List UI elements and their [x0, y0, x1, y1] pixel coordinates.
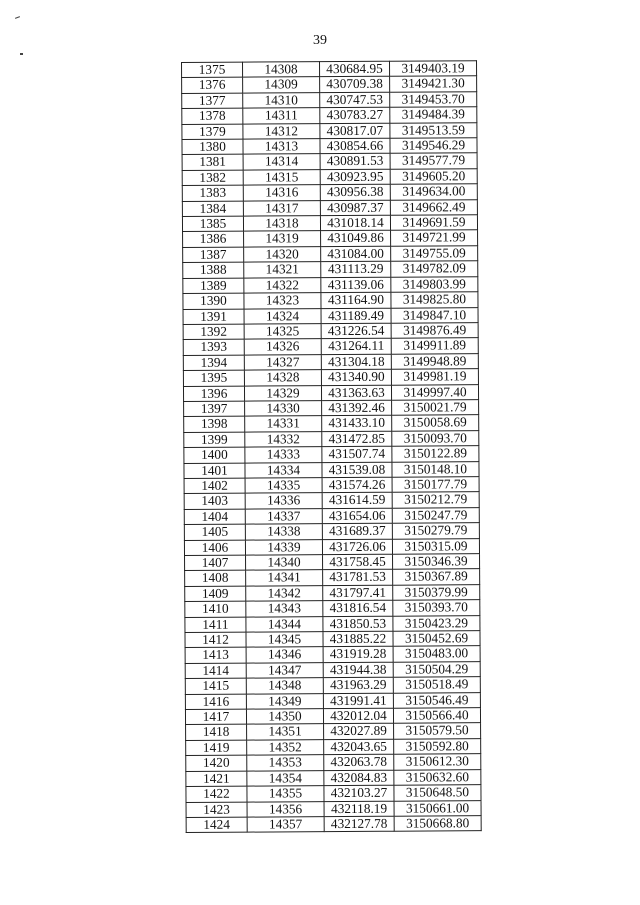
point-number-cell: 1410 — [185, 601, 246, 617]
x-coordinate-cell: 430709.38 — [320, 77, 390, 93]
x-coordinate-cell: 431689.37 — [322, 523, 392, 539]
table-row — [186, 816, 481, 833]
sequence-number-cell: 14347 — [246, 662, 323, 678]
x-coordinate-cell: 431018.14 — [320, 215, 390, 231]
point-number-cell: 1380 — [182, 139, 243, 155]
page-number: 39 — [313, 33, 327, 48]
x-coordinate-cell: 431304.18 — [321, 354, 391, 370]
point-number-cell: 1396 — [183, 386, 244, 402]
x-coordinate-cell: 431726.06 — [322, 539, 392, 555]
y-coordinate-cell: 3149577.79 — [390, 153, 477, 169]
x-coordinate-cell: 430783.27 — [320, 107, 390, 123]
sequence-number-cell: 14344 — [246, 616, 323, 632]
sequence-number-cell: 14310 — [243, 92, 320, 108]
point-number-cell: 1423 — [186, 802, 247, 818]
y-coordinate-cell: 3149847.10 — [391, 307, 478, 323]
x-coordinate-cell: 431614.59 — [322, 493, 392, 509]
x-coordinate-cell: 431539.08 — [322, 462, 392, 478]
sequence-number-cell: 14355 — [247, 786, 324, 802]
y-coordinate-cell: 3150021.79 — [392, 400, 479, 416]
x-coordinate-cell: 431363.63 — [321, 385, 391, 401]
y-coordinate-cell: 3150452.69 — [393, 631, 480, 647]
x-coordinate-cell: 431113.29 — [321, 262, 391, 278]
sequence-number-cell: 14354 — [247, 770, 324, 786]
sequence-number-cell: 14332 — [245, 431, 322, 447]
x-coordinate-cell: 431574.26 — [322, 477, 392, 493]
x-coordinate-cell: 431164.90 — [321, 292, 391, 308]
sequence-number-cell: 14357 — [247, 817, 324, 833]
sequence-number-cell: 14352 — [247, 740, 324, 756]
point-number-cell: 1378 — [182, 108, 243, 124]
x-coordinate-cell: 431472.85 — [322, 431, 392, 447]
point-number-cell: 1402 — [184, 478, 245, 494]
y-coordinate-cell: 3149876.49 — [391, 323, 478, 339]
point-number-cell: 1419 — [186, 740, 247, 756]
x-coordinate-cell: 430956.38 — [320, 184, 390, 200]
sequence-number-cell: 14330 — [245, 401, 322, 417]
y-coordinate-cell: 3149948.89 — [391, 353, 478, 369]
y-coordinate-cell: 3150668.80 — [394, 816, 481, 832]
x-coordinate-cell: 431991.41 — [323, 693, 393, 709]
point-number-cell: 1403 — [184, 493, 245, 509]
point-number-cell: 1416 — [185, 694, 246, 710]
y-coordinate-cell: 3150661.00 — [394, 800, 481, 816]
point-number-cell: 1401 — [184, 463, 245, 479]
sequence-number-cell: 14349 — [246, 693, 323, 709]
y-coordinate-cell: 3150566.40 — [393, 708, 480, 724]
y-coordinate-cell: 3150592.80 — [394, 739, 481, 755]
coordinates-table — [181, 60, 482, 833]
y-coordinate-cell: 3149453.70 — [390, 92, 477, 108]
sequence-number-cell: 14343 — [246, 601, 323, 617]
point-number-cell: 1404 — [184, 509, 245, 525]
y-coordinate-cell: 3150093.70 — [392, 430, 479, 446]
x-coordinate-cell: 431885.22 — [323, 631, 393, 647]
sequence-number-cell: 14338 — [245, 524, 322, 540]
x-coordinate-cell: 430891.53 — [320, 154, 390, 170]
point-number-cell: 1420 — [186, 755, 247, 771]
sequence-number-cell: 14351 — [247, 724, 324, 740]
x-coordinate-cell: 431264.11 — [321, 339, 391, 355]
x-coordinate-cell: 431340.90 — [321, 369, 391, 385]
x-coordinate-cell: 431226.54 — [321, 323, 391, 339]
y-coordinate-cell: 3150177.79 — [392, 477, 479, 493]
sequence-number-cell: 14316 — [243, 185, 320, 201]
point-number-cell: 1417 — [185, 709, 246, 725]
sequence-number-cell: 14350 — [246, 709, 323, 725]
sequence-number-cell: 14334 — [245, 462, 322, 478]
sequence-number-cell: 14348 — [246, 678, 323, 694]
y-coordinate-cell: 3150058.69 — [392, 415, 479, 431]
sequence-number-cell: 14320 — [244, 247, 321, 263]
sequence-number-cell: 14342 — [246, 585, 323, 601]
x-coordinate-cell: 431781.53 — [323, 570, 393, 586]
table-body — [182, 61, 482, 833]
x-coordinate-cell: 432027.89 — [324, 724, 394, 740]
point-number-cell: 1382 — [182, 170, 243, 186]
sequence-number-cell: 14324 — [244, 308, 321, 324]
point-number-cell: 1391 — [183, 309, 244, 325]
point-number-cell: 1424 — [186, 817, 247, 833]
y-coordinate-cell: 3149662.49 — [390, 199, 477, 215]
sequence-number-cell: 14323 — [244, 293, 321, 309]
sequence-number-cell: 14312 — [243, 123, 320, 139]
point-number-cell: 1414 — [185, 663, 246, 679]
y-coordinate-cell: 3150504.29 — [393, 662, 480, 678]
point-number-cell: 1407 — [185, 555, 246, 571]
sequence-number-cell: 14353 — [247, 755, 324, 771]
point-number-cell: 1377 — [182, 93, 243, 109]
point-number-cell: 1375 — [182, 62, 243, 78]
point-number-cell: 1394 — [183, 355, 244, 371]
sequence-number-cell: 14313 — [243, 139, 320, 155]
sequence-number-cell: 14309 — [243, 77, 320, 93]
table-row — [183, 369, 478, 386]
point-number-cell: 1395 — [183, 370, 244, 386]
point-number-cell: 1385 — [182, 216, 243, 232]
sequence-number-cell: 14346 — [246, 647, 323, 663]
point-number-cell: 1413 — [185, 648, 246, 664]
y-coordinate-cell: 3149403.19 — [389, 61, 476, 77]
x-coordinate-cell: 431049.86 — [321, 231, 391, 247]
point-number-cell: 1379 — [182, 124, 243, 140]
x-coordinate-cell: 431139.06 — [321, 277, 391, 293]
y-coordinate-cell: 3150379.99 — [393, 584, 480, 600]
y-coordinate-cell: 3150612.30 — [394, 754, 481, 770]
x-coordinate-cell: 431797.41 — [323, 585, 393, 601]
y-coordinate-cell: 3149605.20 — [390, 169, 477, 185]
y-coordinate-cell: 3150632.60 — [394, 769, 481, 785]
point-number-cell: 1411 — [185, 617, 246, 633]
point-number-cell: 1405 — [184, 524, 245, 540]
coordinates-table-container — [181, 60, 482, 833]
point-number-cell: 1409 — [185, 586, 246, 602]
x-coordinate-cell: 431816.54 — [323, 600, 393, 616]
y-coordinate-cell: 3150148.10 — [392, 461, 479, 477]
sequence-number-cell: 14308 — [243, 62, 320, 78]
x-coordinate-cell: 432118.19 — [324, 801, 394, 817]
sequence-number-cell: 14337 — [245, 508, 322, 524]
point-number-cell: 1400 — [184, 447, 245, 463]
sequence-number-cell: 14325 — [244, 324, 321, 340]
point-number-cell: 1392 — [183, 324, 244, 340]
point-number-cell: 1381 — [182, 155, 243, 171]
sequence-number-cell: 14321 — [244, 262, 321, 278]
point-number-cell: 1412 — [185, 632, 246, 648]
point-number-cell: 1406 — [184, 540, 245, 556]
point-number-cell: 1388 — [183, 262, 244, 278]
sequence-number-cell: 14329 — [244, 385, 321, 401]
y-coordinate-cell: 3150518.49 — [393, 677, 480, 693]
sequence-number-cell: 14340 — [246, 555, 323, 571]
y-coordinate-cell: 3149513.59 — [390, 122, 477, 138]
point-number-cell: 1389 — [183, 278, 244, 294]
x-coordinate-cell: 431919.28 — [323, 647, 393, 663]
sequence-number-cell: 14333 — [245, 447, 322, 463]
point-number-cell: 1386 — [183, 232, 244, 248]
y-coordinate-cell: 3150346.39 — [393, 554, 480, 570]
x-coordinate-cell: 432084.83 — [324, 770, 394, 786]
x-coordinate-cell: 432103.27 — [324, 785, 394, 801]
y-coordinate-cell: 3150122.89 — [392, 446, 479, 462]
y-coordinate-cell: 3150546.49 — [393, 692, 480, 708]
y-coordinate-cell: 3150315.09 — [392, 538, 479, 554]
sequence-number-cell: 14314 — [243, 154, 320, 170]
x-coordinate-cell: 432127.78 — [324, 816, 394, 832]
y-coordinate-cell: 3149803.99 — [391, 276, 478, 292]
y-coordinate-cell: 3149981.19 — [391, 369, 478, 385]
y-coordinate-cell: 3149691.59 — [390, 215, 477, 231]
x-coordinate-cell: 431189.49 — [321, 308, 391, 324]
sequence-number-cell: 14331 — [245, 416, 322, 432]
x-coordinate-cell: 432063.78 — [324, 754, 394, 770]
point-number-cell: 1418 — [186, 725, 247, 741]
y-coordinate-cell: 3149755.09 — [391, 246, 478, 262]
y-coordinate-cell: 3149634.00 — [390, 184, 477, 200]
point-number-cell: 1376 — [182, 78, 243, 94]
y-coordinate-cell: 3149911.89 — [391, 338, 478, 354]
x-coordinate-cell: 430923.95 — [320, 169, 390, 185]
point-number-cell: 1421 — [186, 771, 247, 787]
x-coordinate-cell: 431433.10 — [322, 416, 392, 432]
x-coordinate-cell: 430747.53 — [320, 92, 390, 108]
sequence-number-cell: 14326 — [244, 339, 321, 355]
sequence-number-cell: 14315 — [243, 169, 320, 185]
x-coordinate-cell: 430987.37 — [320, 200, 390, 216]
y-coordinate-cell: 3150483.00 — [393, 646, 480, 662]
point-number-cell: 1398 — [184, 416, 245, 432]
x-coordinate-cell: 430684.95 — [320, 61, 390, 77]
sequence-number-cell: 14345 — [246, 632, 323, 648]
y-coordinate-cell: 3149546.29 — [390, 138, 477, 154]
sequence-number-cell: 14327 — [244, 354, 321, 370]
x-coordinate-cell: 431392.46 — [322, 400, 392, 416]
sequence-number-cell: 14322 — [244, 277, 321, 293]
x-coordinate-cell: 431507.74 — [322, 446, 392, 462]
point-number-cell: 1384 — [182, 201, 243, 217]
x-coordinate-cell: 432043.65 — [324, 739, 394, 755]
y-coordinate-cell: 3150648.50 — [394, 785, 481, 801]
y-coordinate-cell: 3150423.29 — [393, 615, 480, 631]
y-coordinate-cell: 3150579.50 — [394, 723, 481, 739]
y-coordinate-cell: 3149997.40 — [391, 384, 478, 400]
point-number-cell: 1399 — [184, 432, 245, 448]
sequence-number-cell: 14335 — [245, 478, 322, 494]
y-coordinate-cell: 3150393.70 — [393, 600, 480, 616]
y-coordinate-cell: 3149721.99 — [391, 230, 478, 246]
point-number-cell: 1393 — [183, 339, 244, 355]
point-number-cell: 1390 — [183, 293, 244, 309]
x-coordinate-cell: 431758.45 — [323, 554, 393, 570]
y-coordinate-cell: 3150212.79 — [392, 492, 479, 508]
sequence-number-cell: 14318 — [243, 216, 320, 232]
x-coordinate-cell: 430817.07 — [320, 123, 390, 139]
sequence-number-cell: 14339 — [245, 539, 322, 555]
x-coordinate-cell: 431944.38 — [323, 662, 393, 678]
sequence-number-cell: 14328 — [244, 370, 321, 386]
sequence-number-cell: 14341 — [246, 570, 323, 586]
y-coordinate-cell: 3150279.79 — [392, 523, 479, 539]
y-coordinate-cell: 3149782.09 — [391, 261, 478, 277]
table-row — [186, 785, 481, 802]
table-row — [183, 292, 478, 309]
y-coordinate-cell: 3149421.30 — [390, 76, 477, 92]
x-coordinate-cell: 431963.29 — [323, 677, 393, 693]
sequence-number-cell: 14319 — [244, 231, 321, 247]
point-number-cell: 1397 — [184, 401, 245, 417]
point-number-cell: 1387 — [183, 247, 244, 263]
point-number-cell: 1383 — [182, 185, 243, 201]
point-number-cell: 1422 — [186, 786, 247, 802]
y-coordinate-cell: 3150367.89 — [393, 569, 480, 585]
y-coordinate-cell: 3149484.39 — [390, 107, 477, 123]
y-coordinate-cell: 3150247.79 — [392, 507, 479, 523]
point-number-cell: 1415 — [185, 678, 246, 694]
x-coordinate-cell: 431850.53 — [323, 616, 393, 632]
sequence-number-cell: 14356 — [247, 801, 324, 817]
point-number-cell: 1408 — [185, 571, 246, 587]
x-coordinate-cell: 431654.06 — [322, 508, 392, 524]
scan-mark — [15, 16, 20, 19]
x-coordinate-cell: 432012.04 — [323, 708, 393, 724]
y-coordinate-cell: 3149825.80 — [391, 292, 478, 308]
x-coordinate-cell: 430854.66 — [320, 138, 390, 154]
sequence-number-cell: 14311 — [243, 108, 320, 124]
scan-mark — [20, 53, 23, 55]
sequence-number-cell: 14317 — [243, 200, 320, 216]
x-coordinate-cell: 431084.00 — [321, 246, 391, 262]
sequence-number-cell: 14336 — [245, 493, 322, 509]
